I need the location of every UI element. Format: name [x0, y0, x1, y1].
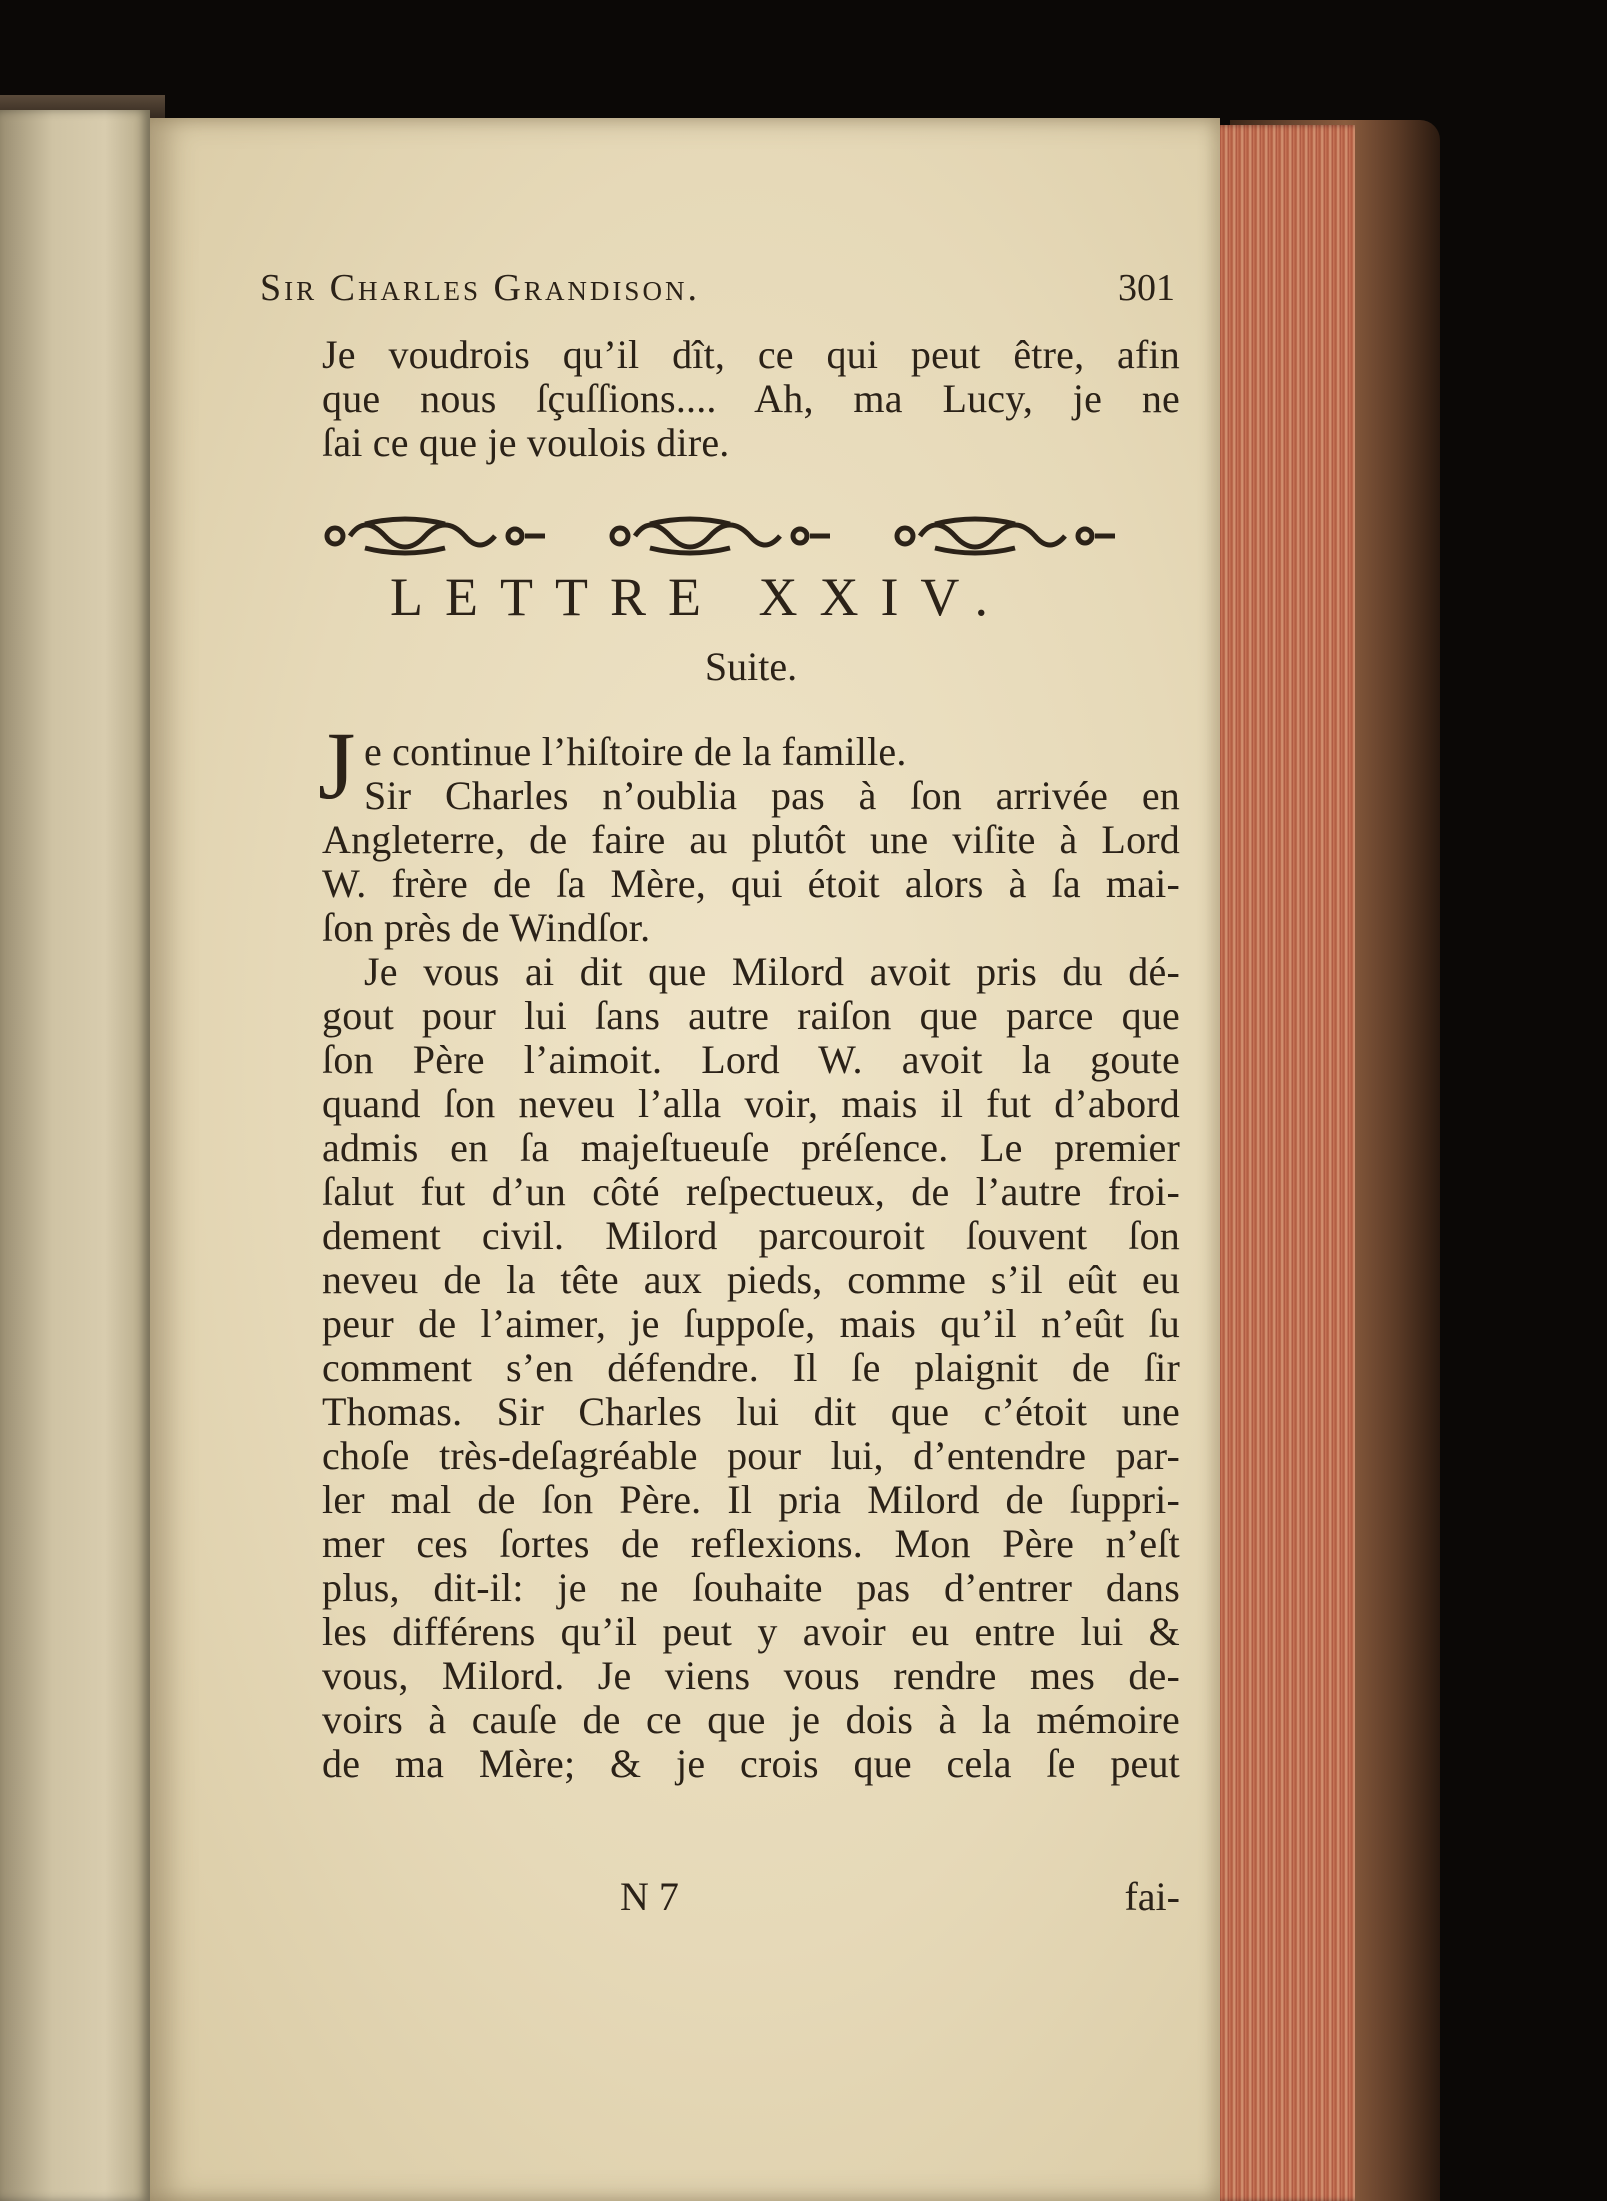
text-line: ſon près de Windſor.	[322, 905, 651, 950]
ornament-unit	[327, 519, 545, 553]
first-text-line: e continue l’hiſtoire de la famille.	[364, 729, 907, 774]
ornament-unit	[612, 519, 830, 553]
text-line: Je voudrois qu’il dît, ce qui peut être, afin	[322, 332, 1180, 377]
text-line: peur de l’aimer, je ſuppoſe, mais qu’il n’eût ſu	[322, 1301, 1180, 1346]
text-line: W. frère de ſa Mère, qui étoit alors à ſa mai-	[322, 861, 1180, 906]
letter-heading: LETTRE XXIV.	[390, 567, 1010, 627]
text-line: ſalut fut d’un côté reſpectueux, de l’autre froi-	[322, 1169, 1180, 1214]
text-line: Angleterre, de faire au plutôt une viſite à Lord	[322, 817, 1180, 862]
text-line: les différens qu’il peut y avoir eu entre lui &	[322, 1609, 1180, 1654]
text-line: ſon Père l’aimoit. Lord W. avoit la goute	[322, 1037, 1180, 1082]
running-head: Sir Charles Grandison.	[260, 267, 700, 309]
text-line: ſai ce que je voulois dire.	[322, 420, 730, 465]
text-line: comment s’en défendre. Il ſe plaignit de ſir	[322, 1345, 1180, 1390]
text-line: neveu de la tête aux pieds, comme s’il eût eu	[322, 1257, 1180, 1302]
text-line: que nous ſçuſſions.... Ah, ma Lucy, je ne	[322, 376, 1180, 421]
signature-mark: N 7	[620, 1874, 679, 1919]
text-line: voirs à cauſe de ce que je dois à la mémoire	[322, 1697, 1180, 1742]
text-line: quand ſon neveu l’alla voir, mais il fut d’abord	[322, 1081, 1180, 1126]
ornament-unit	[897, 519, 1115, 553]
text-line: de ma Mère; & je crois que cela ſe peut	[322, 1741, 1180, 1786]
text-line: Thomas. Sir Charles lui dit que c’étoit une	[322, 1389, 1180, 1434]
printers-ornament	[315, 506, 1165, 566]
text-line: gout pour lui ſans autre raiſon que parce que	[322, 993, 1180, 1038]
text-line: Je vous ai dit que Milord avoit pris du dé-	[364, 949, 1180, 994]
text-line: plus, dit-il: je ne ſouhaite pas d’entrer dans	[322, 1565, 1180, 1610]
catchword: fai-	[1124, 1874, 1180, 1919]
previous-page-edge	[0, 110, 150, 2201]
drop-cap: J	[318, 712, 356, 819]
letter-subtitle: Suite.	[704, 644, 798, 689]
text-line: mer ces ſortes de reflexions. Mon Père n’eſt	[322, 1521, 1180, 1566]
page-number: 301	[1118, 267, 1175, 309]
text-line: Sir Charles n’oublia pas à ſon arrivée en	[364, 773, 1180, 818]
text-line: choſe très-deſagréable pour lui, d’entendre par-	[322, 1433, 1180, 1478]
text-line: admis en ſa majeſtueuſe préſence. Le premier	[322, 1125, 1180, 1170]
text-line: dement civil. Milord parcouroit ſouvent ſon	[322, 1213, 1180, 1258]
text-line: ler mal de ſon Père. Il pria Milord de ſuppri-	[322, 1477, 1180, 1522]
text-line: vous, Milord. Je viens vous rendre mes de-	[322, 1653, 1180, 1698]
book-page	[150, 118, 1220, 2201]
page-block-edges	[1205, 125, 1355, 2201]
